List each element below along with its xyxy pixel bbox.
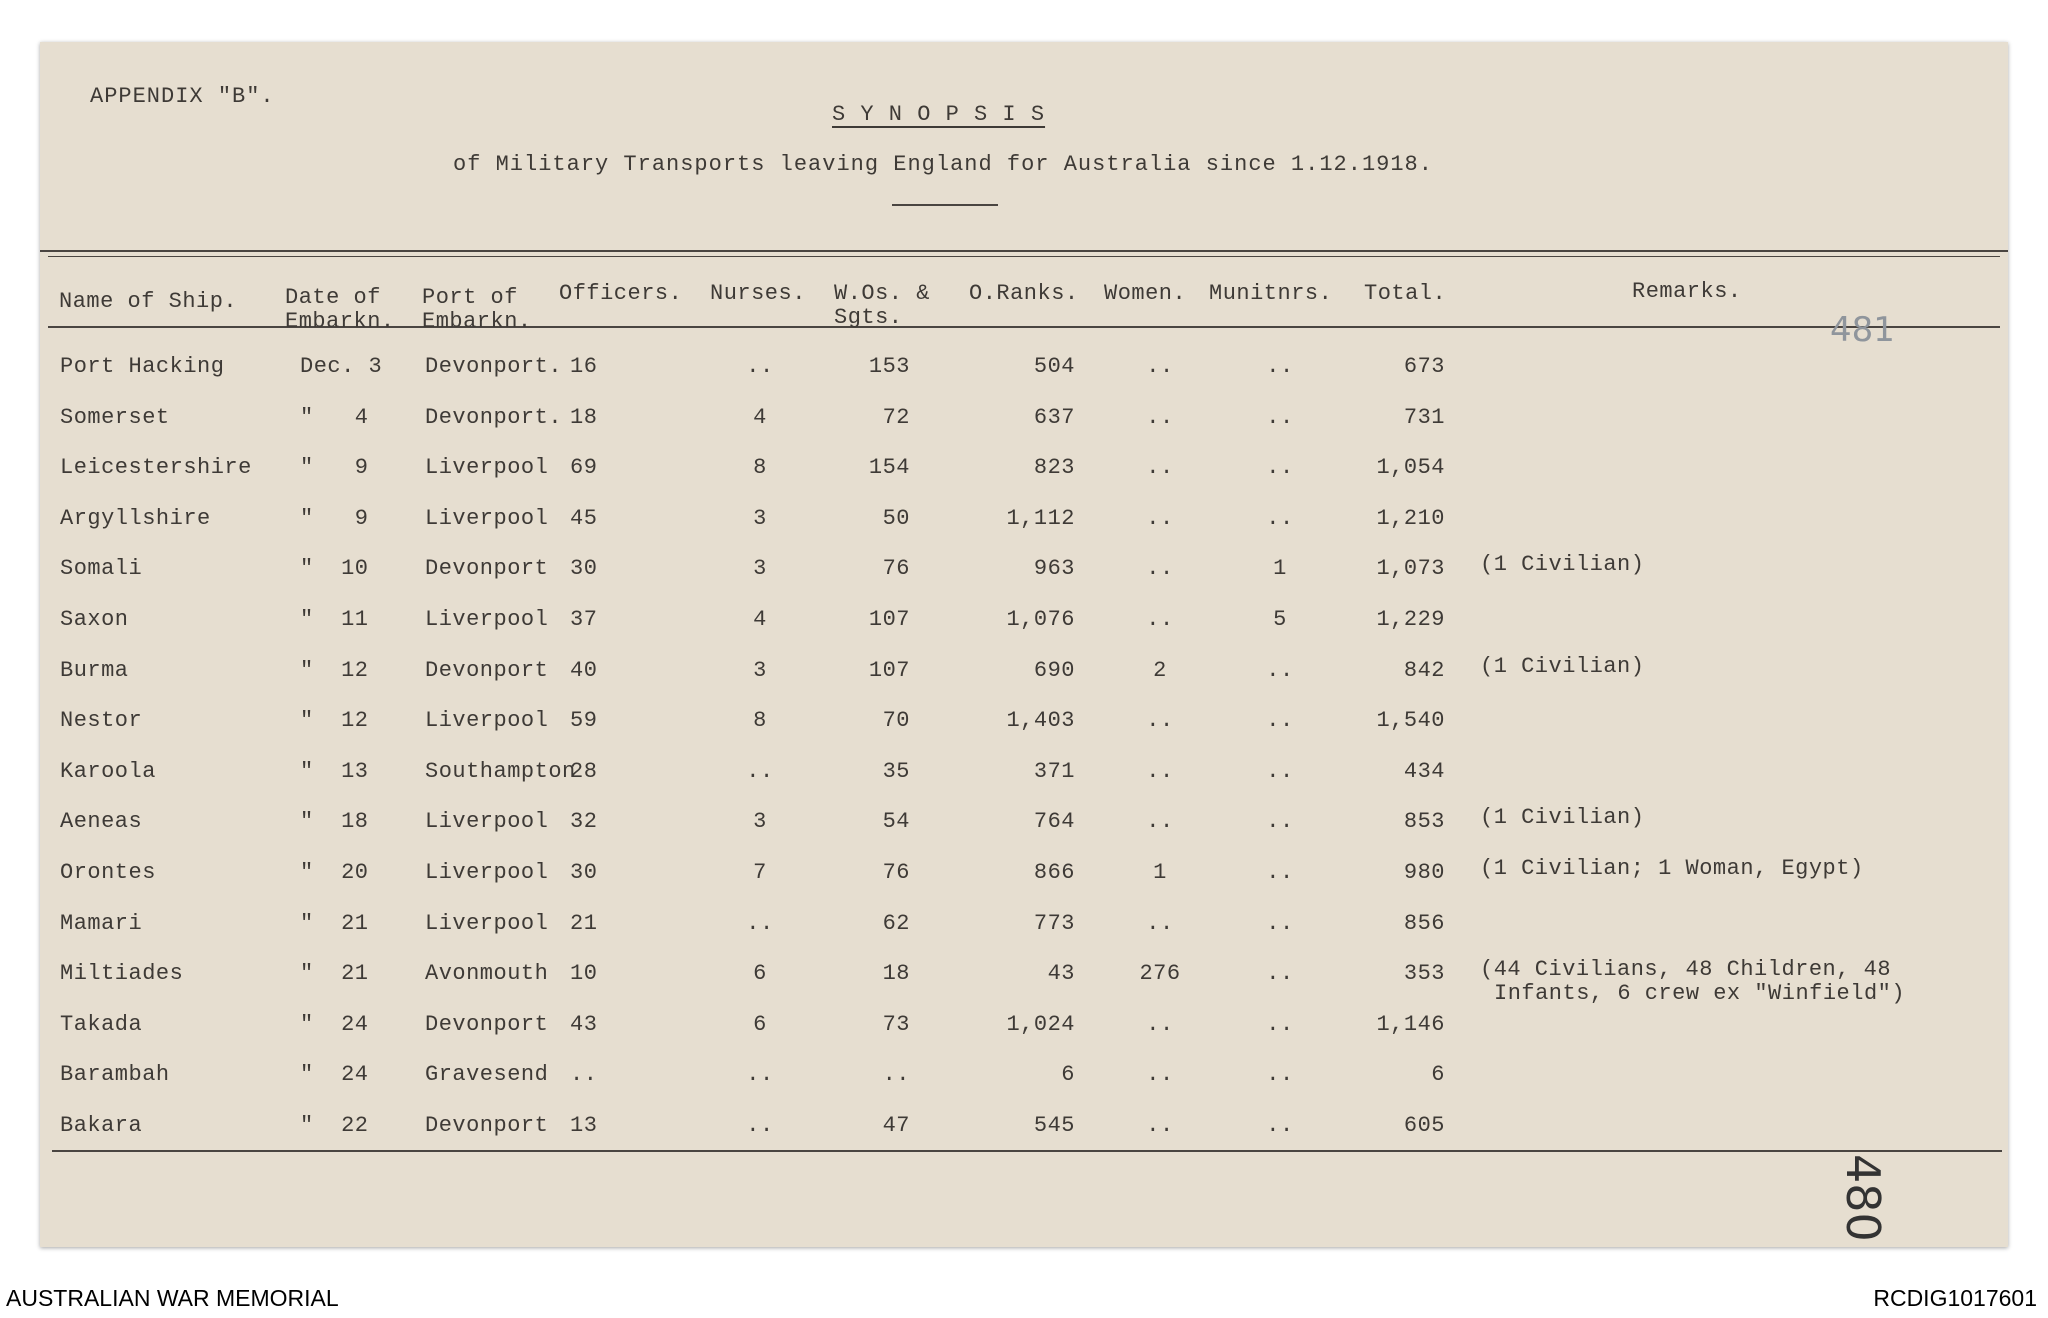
row-3-oranks: 823 [1033, 455, 1075, 481]
row-7-total: 842 [1403, 657, 1445, 683]
footer-id: RCDIG1017601 [1873, 1285, 2037, 1311]
row-3-date: " 9 [300, 455, 369, 481]
header-port-line-1: Port of [422, 285, 518, 310]
row-10-munitnrs: .. [1266, 809, 1294, 835]
row-15-port: Gravesend [425, 1062, 549, 1088]
document-subtitle: of Military Transports leaving England for Australia since 1.12.1918. [453, 152, 1433, 177]
row-14-women: .. [1146, 1011, 1174, 1037]
row-13-women: 276 [1139, 961, 1181, 987]
row-5-munitnrs: 1 [1273, 556, 1287, 582]
header-wos-line-1: W.Os. & [834, 281, 930, 306]
header-name: Name of Ship. [59, 289, 238, 314]
row-3-women: .. [1146, 455, 1174, 481]
row-14-wos: 73 [882, 1011, 910, 1037]
row-11-ship: Orontes [60, 860, 156, 885]
row-6-officers: 37 [570, 607, 598, 632]
row-4-officers: 45 [570, 505, 598, 531]
row-13-date: " 21 [300, 961, 369, 987]
row-13-nurses: 6 [753, 961, 767, 987]
row-2-date: " 4 [300, 404, 369, 430]
row-11-port: Liverpool [425, 860, 549, 885]
row-16-oranks: 545 [1033, 1113, 1075, 1138]
row-11-wos: 76 [882, 860, 910, 885]
row-1-total: 673 [1403, 354, 1445, 379]
row-13-port: Avonmouth [425, 961, 549, 987]
row-5-port: Devonport [425, 556, 549, 582]
row-2-ship: Somerset [60, 404, 170, 430]
row-9-women: .. [1146, 758, 1174, 784]
row-8-total: 1,540 [1376, 708, 1445, 734]
row-16-munitnrs: .. [1266, 1113, 1294, 1138]
row-8-oranks: 1,403 [1006, 708, 1075, 734]
row-10-remarks: (1 Civilian) [1480, 805, 1645, 831]
row-13-oranks: 43 [1047, 961, 1075, 987]
row-14-officers: 43 [570, 1011, 598, 1037]
row-6-port: Liverpool [425, 607, 549, 632]
row-2-port: Devonport. [425, 404, 563, 430]
row-8-port: Liverpool [425, 708, 549, 734]
row-12-women: .. [1146, 910, 1174, 936]
footer-source: AUSTRALIAN WAR MEMORIAL [6, 1285, 339, 1311]
row-16-total: 605 [1403, 1113, 1445, 1138]
row-8-wos: 70 [882, 708, 910, 734]
row-15-munitnrs: .. [1266, 1062, 1294, 1088]
row-11-munitnrs: .. [1266, 860, 1294, 885]
row-3-munitnrs: .. [1266, 455, 1294, 481]
appendix-label: APPENDIX "B". [90, 84, 275, 109]
row-3-ship: Leicestershire [60, 455, 252, 481]
row-7-munitnrs: .. [1266, 657, 1294, 683]
row-15-oranks: 6 [1061, 1062, 1075, 1088]
row-11-total: 980 [1403, 860, 1445, 885]
row-15-women: .. [1146, 1062, 1174, 1088]
row-7-port: Devonport [425, 657, 549, 683]
row-15-nurses: .. [746, 1062, 774, 1088]
row-15-date: " 24 [300, 1062, 369, 1088]
header-women: Women. [1104, 281, 1187, 306]
row-6-munitnrs: 5 [1273, 607, 1287, 632]
row-6-total: 1,229 [1376, 607, 1445, 632]
row-4-total: 1,210 [1376, 505, 1445, 531]
row-14-munitnrs: .. [1266, 1011, 1294, 1037]
row-3-port: Liverpool [425, 455, 549, 481]
row-2-wos: 72 [882, 404, 910, 430]
row-7-nurses: 3 [753, 657, 767, 683]
header-wos-line-2: Sgts. [834, 305, 903, 330]
row-12-officers: 21 [570, 910, 598, 936]
row-10-women: .. [1146, 809, 1174, 835]
header-oranks: O.Ranks. [969, 281, 1079, 306]
row-12-total: 856 [1403, 910, 1445, 936]
row-14-total: 1,146 [1376, 1011, 1445, 1037]
row-10-ship: Aeneas [60, 809, 143, 835]
row-9-date: " 13 [300, 758, 369, 784]
row-6-wos: 107 [868, 607, 910, 632]
row-10-wos: 54 [882, 809, 910, 835]
row-6-date: " 11 [300, 607, 369, 632]
row-11-oranks: 866 [1033, 860, 1075, 885]
row-5-date: " 10 [300, 556, 369, 582]
row-2-officers: 18 [570, 404, 598, 430]
row-13-total: 353 [1403, 961, 1445, 987]
row-3-nurses: 8 [753, 455, 767, 481]
row-4-nurses: 3 [753, 505, 767, 531]
table-top-rule-thin [48, 256, 2000, 257]
row-5-remarks: (1 Civilian) [1480, 552, 1645, 578]
row-13-wos: 18 [882, 961, 910, 987]
row-8-women: .. [1146, 708, 1174, 734]
row-11-remarks: (1 Civilian; 1 Woman, Egypt) [1480, 856, 1864, 881]
row-6-ship: Saxon [60, 607, 129, 632]
header-munitnrs: Munitnrs. [1209, 281, 1333, 306]
row-3-officers: 69 [570, 455, 598, 481]
row-8-date: " 12 [300, 708, 369, 734]
row-5-women: .. [1146, 556, 1174, 582]
header-nurses: Nurses. [710, 281, 806, 306]
row-7-ship: Burma [60, 657, 129, 683]
row-7-remarks: (1 Civilian) [1480, 653, 1645, 679]
row-11-date: " 20 [300, 860, 369, 885]
row-6-women: .. [1146, 607, 1174, 632]
row-4-oranks: 1,112 [1006, 505, 1075, 531]
row-7-officers: 40 [570, 657, 598, 683]
table-top-rule [40, 250, 2008, 252]
row-2-total: 731 [1403, 404, 1445, 430]
header-officers: Officers. [559, 281, 683, 306]
row-1-port: Devonport. [425, 354, 563, 379]
row-9-port: Southampton [425, 758, 576, 784]
row-11-officers: 30 [570, 860, 598, 885]
row-16-wos: 47 [882, 1113, 910, 1138]
row-14-ship: Takada [60, 1011, 143, 1037]
row-1-oranks: 504 [1033, 354, 1075, 379]
row-7-oranks: 690 [1033, 657, 1075, 683]
row-15-ship: Barambah [60, 1062, 170, 1088]
row-12-ship: Mamari [60, 910, 143, 936]
row-1-women: .. [1146, 354, 1174, 379]
row-4-women: .. [1146, 505, 1174, 531]
row-1-munitnrs: .. [1266, 354, 1294, 379]
row-9-ship: Karoola [60, 758, 156, 784]
row-2-women: .. [1146, 404, 1174, 430]
row-11-nurses: 7 [753, 860, 767, 885]
row-8-munitnrs: .. [1266, 708, 1294, 734]
row-15-officers: .. [570, 1062, 598, 1088]
row-9-munitnrs: .. [1266, 758, 1294, 784]
row-6-nurses: 4 [753, 607, 767, 632]
row-2-oranks: 637 [1033, 404, 1075, 430]
row-14-date: " 24 [300, 1011, 369, 1037]
row-9-total: 434 [1403, 758, 1445, 784]
row-16-port: Devonport [425, 1113, 549, 1138]
header-date-line-2: Embarkn. [285, 309, 395, 334]
pen-folio-number: 480 [1836, 1154, 1890, 1242]
row-3-wos: 154 [868, 455, 910, 481]
header-date-line-1: Date of [285, 285, 381, 310]
row-5-officers: 30 [570, 556, 598, 582]
row-15-wos: .. [882, 1062, 910, 1088]
row-5-nurses: 3 [753, 556, 767, 582]
row-8-nurses: 8 [753, 708, 767, 734]
row-2-nurses: 4 [753, 404, 767, 430]
row-1-date: Dec. 3 [300, 354, 383, 379]
row-4-munitnrs: .. [1266, 505, 1294, 531]
row-5-wos: 76 [882, 556, 910, 582]
row-13-officers: 10 [570, 961, 598, 987]
row-7-wos: 107 [868, 657, 910, 683]
row-13-remarks-line-2: Infants, 6 crew ex "Winfield") [1494, 981, 1906, 1007]
row-14-port: Devonport [425, 1011, 549, 1037]
row-13-munitnrs: .. [1266, 961, 1294, 987]
header-remarks: Remarks. [1632, 279, 1742, 304]
row-9-officers: 28 [570, 758, 598, 784]
row-4-port: Liverpool [425, 505, 549, 531]
row-5-oranks: 963 [1033, 556, 1075, 582]
row-11-women: 1 [1153, 860, 1167, 885]
row-8-ship: Nestor [60, 708, 143, 734]
row-14-nurses: 6 [753, 1011, 767, 1037]
row-9-oranks: 371 [1033, 758, 1075, 784]
document-sheet [40, 42, 2008, 1247]
row-16-ship: Bakara [60, 1113, 143, 1138]
row-10-total: 853 [1403, 809, 1445, 835]
row-8-officers: 59 [570, 708, 598, 734]
row-10-oranks: 764 [1033, 809, 1075, 835]
row-14-oranks: 1,024 [1006, 1011, 1075, 1037]
title-divider [892, 204, 998, 206]
row-1-ship: Port Hacking [60, 354, 225, 379]
row-16-date: " 22 [300, 1113, 369, 1138]
row-4-wos: 50 [882, 505, 910, 531]
row-13-remarks-line-1: (44 Civilians, 48 Children, 48 [1480, 957, 1892, 983]
row-1-officers: 16 [570, 354, 598, 379]
row-12-port: Liverpool [425, 910, 549, 936]
header-total: Total. [1364, 281, 1447, 306]
row-9-wos: 35 [882, 758, 910, 784]
header-port-line-2: Embarkn. [422, 309, 532, 334]
document-title: S Y N O P S I S [832, 102, 1046, 127]
row-16-nurses: .. [746, 1113, 774, 1138]
row-4-ship: Argyllshire [60, 505, 211, 531]
row-12-oranks: 773 [1033, 910, 1075, 936]
row-7-date: " 12 [300, 657, 369, 683]
row-5-total: 1,073 [1376, 556, 1445, 582]
row-10-officers: 32 [570, 809, 598, 835]
row-9-nurses: .. [746, 758, 774, 784]
row-16-officers: 13 [570, 1113, 598, 1138]
pencil-folio-number: 481 [1830, 310, 1895, 350]
row-6-oranks: 1,076 [1006, 607, 1075, 632]
row-12-nurses: .. [746, 910, 774, 936]
table-bottom-rule [52, 1150, 2002, 1152]
row-1-nurses: .. [746, 354, 774, 379]
row-12-munitnrs: .. [1266, 910, 1294, 936]
row-12-date: " 21 [300, 910, 369, 936]
row-2-munitnrs: .. [1266, 404, 1294, 430]
row-5-ship: Somali [60, 556, 143, 582]
row-10-port: Liverpool [425, 809, 549, 835]
row-15-total: 6 [1431, 1062, 1445, 1088]
row-13-ship: Miltiades [60, 961, 184, 987]
row-12-wos: 62 [882, 910, 910, 936]
row-16-women: .. [1146, 1113, 1174, 1138]
row-1-wos: 153 [868, 354, 910, 379]
row-4-date: " 9 [300, 505, 369, 531]
row-3-total: 1,054 [1376, 455, 1445, 481]
row-7-women: 2 [1153, 657, 1167, 683]
row-10-nurses: 3 [753, 809, 767, 835]
row-10-date: " 18 [300, 809, 369, 835]
